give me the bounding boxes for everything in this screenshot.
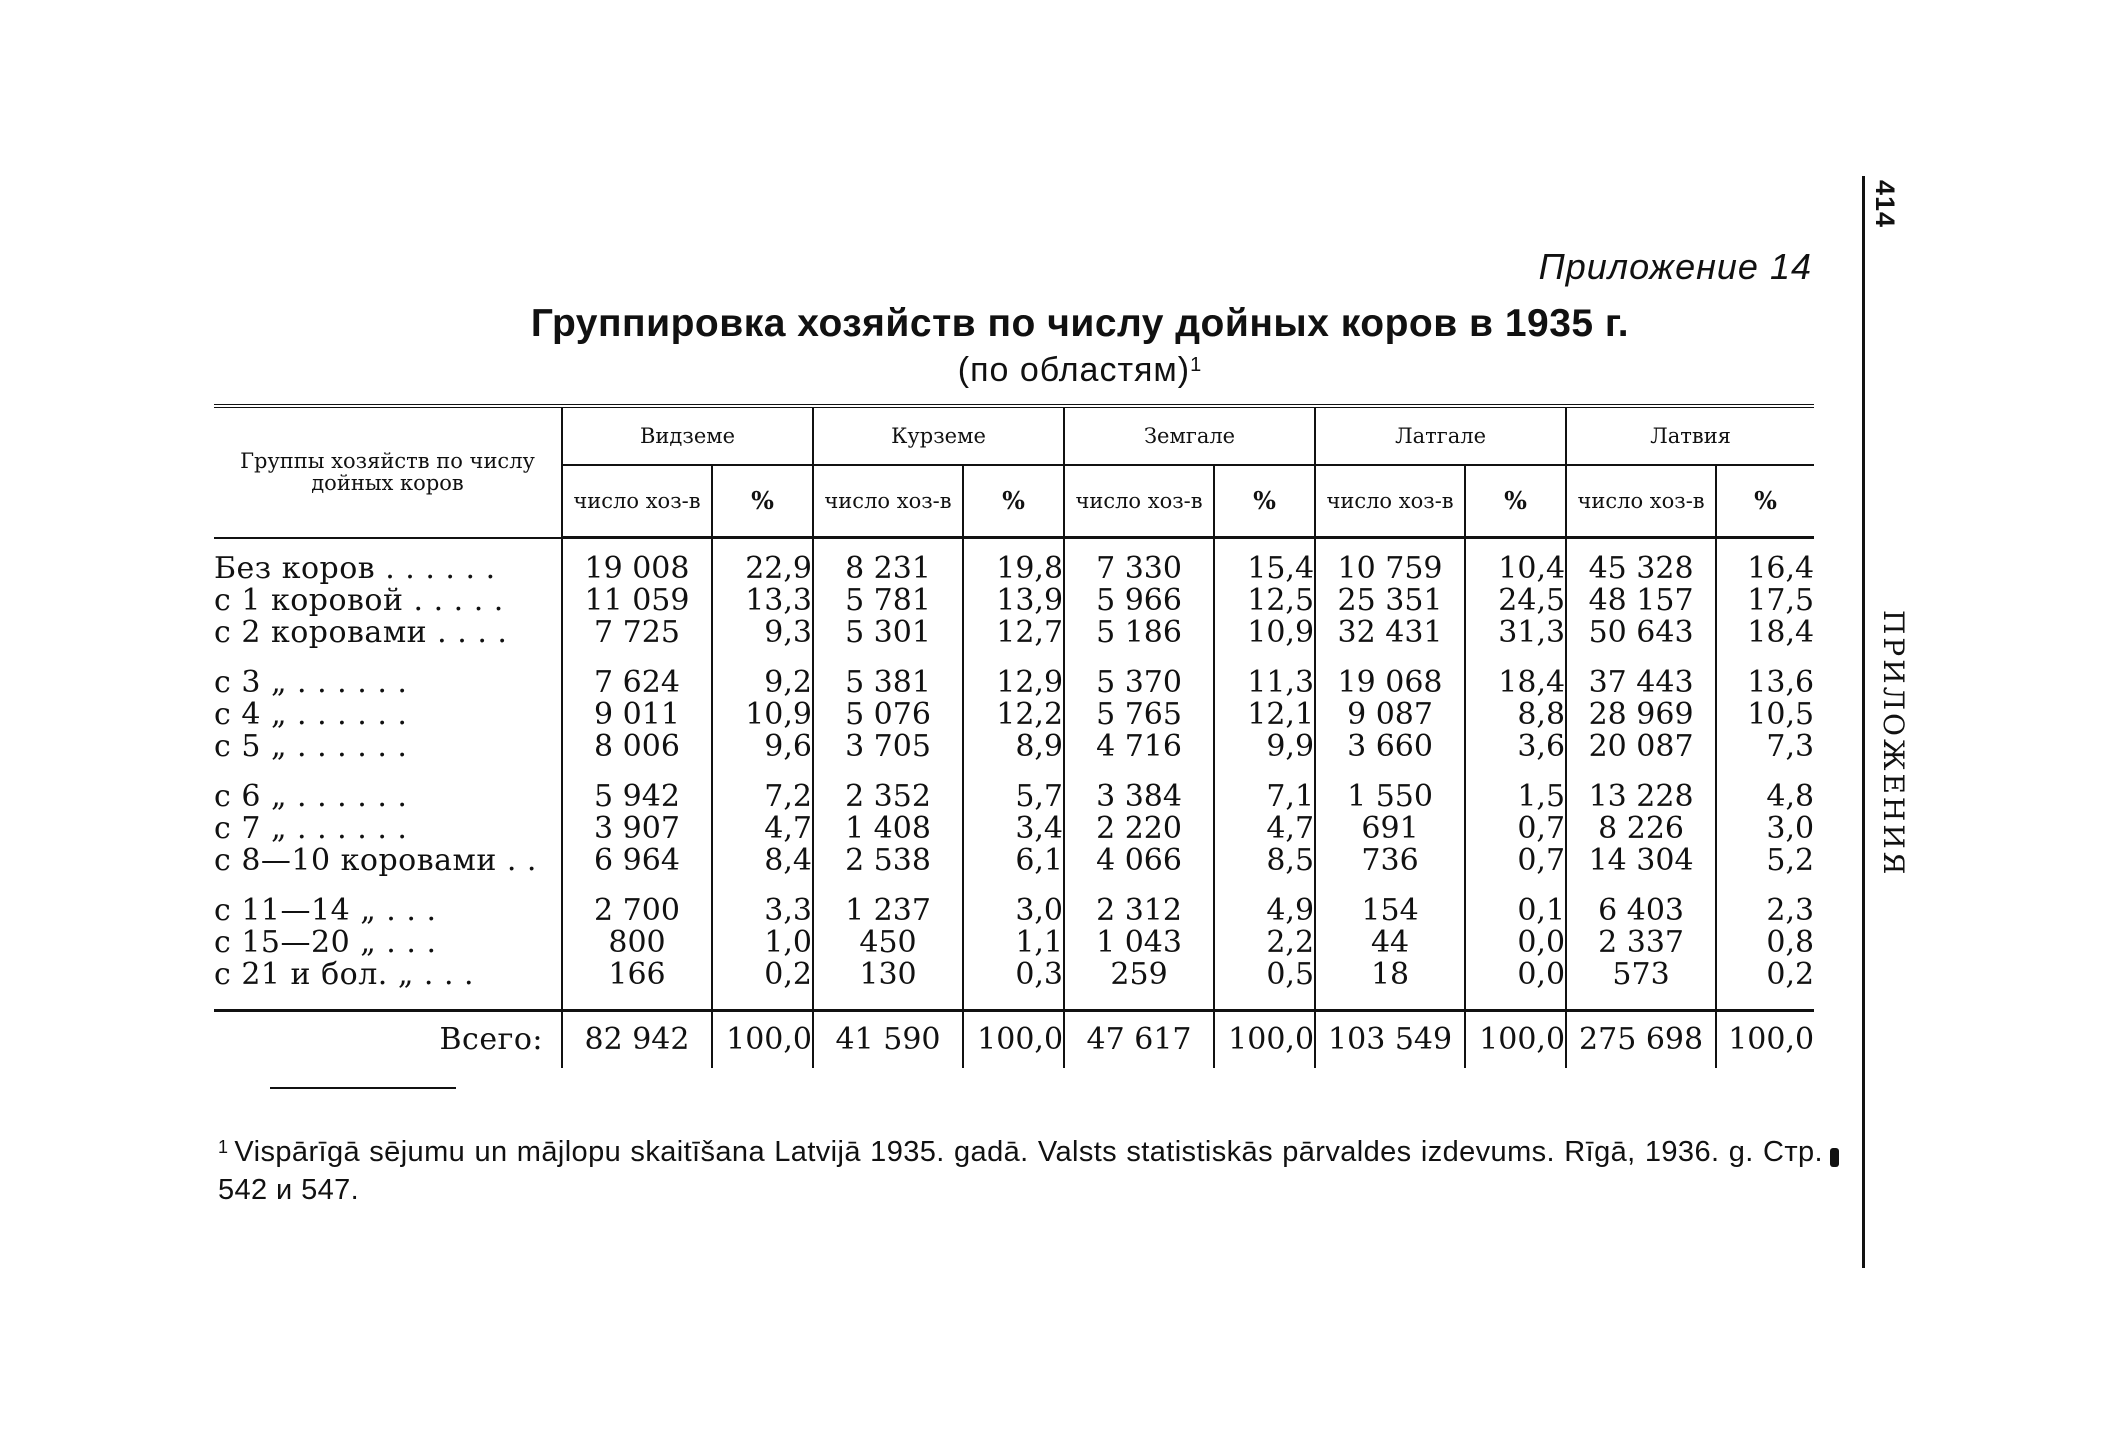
total-row [214, 1011, 1814, 1069]
cell-percent: 8,8 [1465, 699, 1566, 731]
cell-count: 259 [1064, 959, 1214, 991]
cell-count: 5 381 [813, 667, 963, 699]
percent-column-header: % [1465, 465, 1566, 538]
footnote-mark: 1 [218, 1137, 229, 1157]
total-count: 82 942 [562, 1011, 712, 1069]
footnote-text: Vispārīgā sējumu un mājlopu skaitīšana Latvijā 1935. gadā. Valsts statistiskās pārvaldes izdevums. Rīgā, 1936. g. Стр. 542 и 547. [218, 1136, 1823, 1206]
table-row [214, 585, 1814, 617]
cell-count: 1 408 [813, 813, 963, 845]
cell-percent: 13,3 [712, 585, 813, 617]
cell-count: 2 220 [1064, 813, 1214, 845]
cell-count: 800 [562, 927, 712, 959]
row-label: с 11—14 „ . . . [214, 895, 437, 927]
row-label: с 15—20 „ . . . [214, 927, 437, 959]
cell-count: 5 370 [1064, 667, 1214, 699]
cell-count: 4 066 [1064, 845, 1214, 877]
footnote [218, 1128, 1823, 1209]
cell-percent: 4,8 [1716, 781, 1814, 813]
cell-count: 573 [1566, 959, 1716, 991]
footnote-divider [270, 1087, 456, 1089]
table-header [214, 406, 1814, 538]
region-header: Курземе [813, 406, 1064, 465]
cell-percent: 0,2 [712, 959, 813, 991]
row-label: с 4 „ . . . . . . [214, 699, 408, 731]
total-percent: 100,0 [712, 1011, 813, 1069]
appendix-label: Приложение 14 [1538, 246, 1812, 287]
cell-percent: 22,9 [712, 553, 813, 585]
cell-count: 3 907 [562, 813, 712, 845]
page-number: 414 [1870, 180, 1900, 229]
cell-percent: 3,3 [712, 895, 813, 927]
cell-count: 50 643 [1566, 617, 1716, 649]
row-label: с 6 „ . . . . . . [214, 781, 408, 813]
cell-percent: 12,1 [1214, 699, 1315, 731]
cell-count: 10 759 [1315, 553, 1465, 585]
cell-count: 11 059 [562, 585, 712, 617]
cell-count: 2 352 [813, 781, 963, 813]
region-header: Земгале [1064, 406, 1315, 465]
total-percent: 100,0 [963, 1011, 1064, 1069]
cell-count: 7 624 [562, 667, 712, 699]
cell-count: 7 725 [562, 617, 712, 649]
table-row [214, 699, 1814, 731]
row-label: с 8—10 коровами . . [214, 845, 537, 877]
region-header: Латвия [1566, 406, 1814, 465]
count-column-header: число хоз-в [562, 465, 712, 538]
cell-count: 736 [1315, 845, 1465, 877]
cell-percent: 10,4 [1465, 553, 1566, 585]
cell-percent: 0,3 [963, 959, 1064, 991]
cell-percent: 0,8 [1716, 927, 1814, 959]
page-title: Группировка хозяйств по числу дойных коров в 1935 г. [530, 302, 1630, 345]
cell-percent: 0,7 [1465, 813, 1566, 845]
cell-count: 5 765 [1064, 699, 1214, 731]
cell-percent: 8,4 [712, 845, 813, 877]
cell-count: 2 312 [1064, 895, 1214, 927]
margin-mark [1830, 1148, 1839, 1167]
cell-count: 25 351 [1315, 585, 1465, 617]
cell-count: 2 700 [562, 895, 712, 927]
table-row [214, 895, 1814, 927]
cell-count: 48 157 [1566, 585, 1716, 617]
cell-percent: 12,2 [963, 699, 1064, 731]
cell-count: 8 226 [1566, 813, 1716, 845]
cell-percent: 12,9 [963, 667, 1064, 699]
cell-count: 6 964 [562, 845, 712, 877]
cell-percent: 17,5 [1716, 585, 1814, 617]
cell-percent: 19,8 [963, 553, 1064, 585]
row-label: с 7 „ . . . . . . [214, 813, 408, 845]
cell-percent: 2,2 [1214, 927, 1315, 959]
table-row [214, 813, 1814, 845]
cell-count: 1 550 [1315, 781, 1465, 813]
cell-percent: 8,9 [963, 731, 1064, 763]
cell-percent: 5,7 [963, 781, 1064, 813]
cell-count: 130 [813, 959, 963, 991]
stub-header: Группы хозяйств по числу дойных коров [214, 406, 562, 538]
row-label: с 21 и бол. „ . . . [214, 959, 475, 991]
cell-count: 2 538 [813, 845, 963, 877]
cell-count: 5 942 [562, 781, 712, 813]
cell-percent: 12,7 [963, 617, 1064, 649]
table-row [214, 845, 1814, 877]
cell-percent: 9,9 [1214, 731, 1315, 763]
cell-count: 37 443 [1566, 667, 1716, 699]
footnote-reference: 1 [1190, 354, 1203, 376]
cell-percent: 0,2 [1716, 959, 1814, 991]
data-table [214, 404, 1814, 1068]
cell-count: 5 781 [813, 585, 963, 617]
cell-count: 20 087 [1566, 731, 1716, 763]
cell-percent: 0,5 [1214, 959, 1315, 991]
region-header: Видземе [562, 406, 813, 465]
percent-column-header: % [1716, 465, 1814, 538]
cell-percent: 9,3 [712, 617, 813, 649]
cell-count: 32 431 [1315, 617, 1465, 649]
cell-percent: 4,9 [1214, 895, 1315, 927]
percent-column-header: % [712, 465, 813, 538]
cell-count: 691 [1315, 813, 1465, 845]
cell-count: 6 403 [1566, 895, 1716, 927]
total-percent: 100,0 [1716, 1011, 1814, 1069]
cell-percent: 11,3 [1214, 667, 1315, 699]
cell-percent: 13,6 [1716, 667, 1814, 699]
cell-count: 18 [1315, 959, 1465, 991]
count-column-header: число хоз-в [1064, 465, 1214, 538]
cell-count: 8 006 [562, 731, 712, 763]
cell-count: 2 337 [1566, 927, 1716, 959]
table-row [214, 959, 1814, 991]
cell-count: 5 186 [1064, 617, 1214, 649]
table-row [214, 667, 1814, 699]
row-label: с 5 „ . . . . . . [214, 731, 408, 763]
cell-percent: 3,0 [963, 895, 1064, 927]
cell-percent: 4,7 [1214, 813, 1315, 845]
table-row [214, 781, 1814, 813]
cell-count: 7 330 [1064, 553, 1214, 585]
cell-count: 450 [813, 927, 963, 959]
cell-count: 19 008 [562, 553, 712, 585]
total-label: Всего: [214, 1011, 562, 1069]
cell-count: 166 [562, 959, 712, 991]
cell-count: 5 966 [1064, 585, 1214, 617]
row-label: Без коров . . . . . . [214, 553, 496, 585]
cell-percent: 10,9 [712, 699, 813, 731]
total-count: 275 698 [1566, 1011, 1716, 1069]
cell-count: 3 384 [1064, 781, 1214, 813]
cell-percent: 0,0 [1465, 927, 1566, 959]
table-row [214, 553, 1814, 585]
table-row [214, 731, 1814, 763]
cell-percent: 6,1 [963, 845, 1064, 877]
cell-percent: 7,3 [1716, 731, 1814, 763]
cell-percent: 24,5 [1465, 585, 1566, 617]
cell-percent: 1,1 [963, 927, 1064, 959]
table-row [214, 927, 1814, 959]
cell-percent: 2,3 [1716, 895, 1814, 927]
cell-percent: 0,7 [1465, 845, 1566, 877]
cell-count: 154 [1315, 895, 1465, 927]
percent-column-header: % [1214, 465, 1315, 538]
cell-count: 45 328 [1566, 553, 1716, 585]
cell-percent: 10,9 [1214, 617, 1315, 649]
cell-count: 28 969 [1566, 699, 1716, 731]
cell-percent: 18,4 [1716, 617, 1814, 649]
cell-count: 8 231 [813, 553, 963, 585]
cell-percent: 10,5 [1716, 699, 1814, 731]
cell-percent: 12,5 [1214, 585, 1315, 617]
cell-percent: 3,6 [1465, 731, 1566, 763]
cell-count: 14 304 [1566, 845, 1716, 877]
cell-percent: 0,0 [1465, 959, 1566, 991]
cell-count: 1 237 [813, 895, 963, 927]
cell-count: 3 705 [813, 731, 963, 763]
row-label: с 1 коровой . . . . . [214, 585, 504, 617]
count-column-header: число хоз-в [1315, 465, 1465, 538]
total-percent: 100,0 [1214, 1011, 1315, 1069]
cell-percent: 1,5 [1465, 781, 1566, 813]
cell-count: 13 228 [1566, 781, 1716, 813]
row-label: с 2 коровами . . . . [214, 617, 508, 649]
cell-count: 9 087 [1315, 699, 1465, 731]
subtitle-text: (по областям) [957, 351, 1191, 389]
cell-percent: 3,0 [1716, 813, 1814, 845]
total-percent: 100,0 [1465, 1011, 1566, 1069]
cell-percent: 7,1 [1214, 781, 1315, 813]
cell-count: 5 301 [813, 617, 963, 649]
total-count: 103 549 [1315, 1011, 1465, 1069]
row-label: с 3 „ . . . . . . [214, 667, 408, 699]
cell-count: 3 660 [1315, 731, 1465, 763]
cell-count: 19 068 [1315, 667, 1465, 699]
cell-percent: 9,6 [712, 731, 813, 763]
count-column-header: число хоз-в [1566, 465, 1716, 538]
cell-percent: 15,4 [1214, 553, 1315, 585]
cell-percent: 9,2 [712, 667, 813, 699]
region-header: Латгале [1315, 406, 1566, 465]
total-count: 47 617 [1064, 1011, 1214, 1069]
cell-count: 1 043 [1064, 927, 1214, 959]
margin-rule [1862, 176, 1865, 1268]
cell-percent: 0,1 [1465, 895, 1566, 927]
section-label: ПРИЛОЖЕНИЯ [1877, 610, 1910, 878]
cell-percent: 16,4 [1716, 553, 1814, 585]
page-subtitle [420, 351, 1740, 390]
cell-percent: 8,5 [1214, 845, 1315, 877]
cell-percent: 5,2 [1716, 845, 1814, 877]
cell-percent: 1,0 [712, 927, 813, 959]
cell-percent: 31,3 [1465, 617, 1566, 649]
total-count: 41 590 [813, 1011, 963, 1069]
cell-count: 44 [1315, 927, 1465, 959]
cell-count: 5 076 [813, 699, 963, 731]
cell-count: 9 011 [562, 699, 712, 731]
cell-percent: 18,4 [1465, 667, 1566, 699]
cell-percent: 3,4 [963, 813, 1064, 845]
cell-percent: 7,2 [712, 781, 813, 813]
percent-column-header: % [963, 465, 1064, 538]
cell-count: 4 716 [1064, 731, 1214, 763]
table-row [214, 617, 1814, 649]
table-body [214, 538, 1814, 1069]
count-column-header: число хоз-в [813, 465, 963, 538]
cell-percent: 4,7 [712, 813, 813, 845]
cell-percent: 13,9 [963, 585, 1064, 617]
